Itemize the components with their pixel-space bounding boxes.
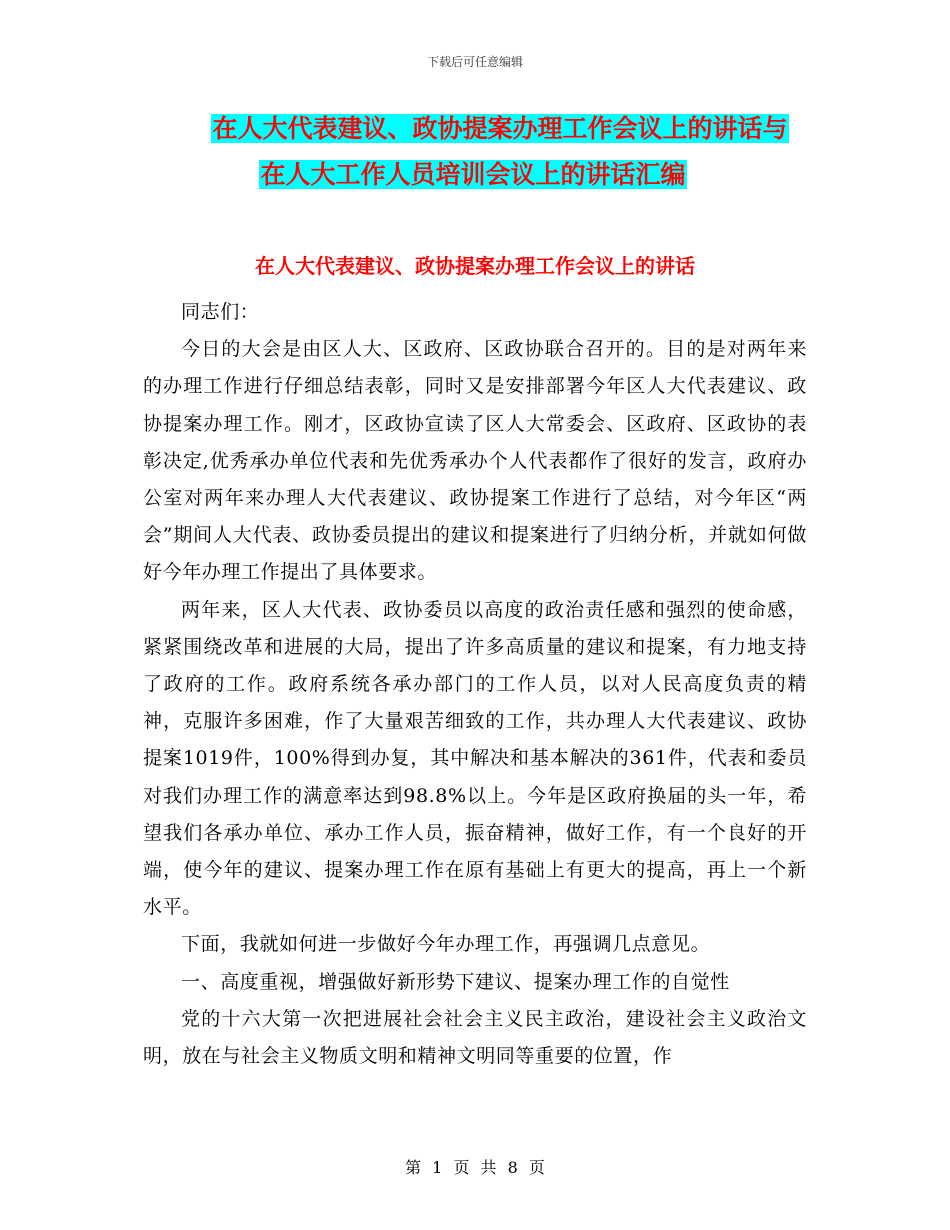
paragraph-transition: 下面，我就如何进一步做好今年办理工作，再强调几点意见。 — [181, 933, 711, 956]
paragraph-heading-1: 一、高度重视，增强做好新形势下建议、提案办理工作的自觉性 — [181, 970, 730, 993]
paragraph-achievements: 两年来，区人大代表、政协委员以高度的政治责任感和强烈的使命感，紧紧围绕改革和进展的大局，提出了许多高质量的建议和提案，有力地支持了政府的工作。政府系统各承办部门的工作人员，以对人民高度负责的精神，克服许多困难，作了大量艰苦细致的工作，共办理人大代表建议、政协提案1019件，100%得到办复，其中解决和基本解决的361件，代表和委员对我们办理工作的满意率达到98.8%以上。今年是区政府换届的头一年，希望我们各承办单位、承办工作人员，振奋精神，做好工作，有一个良好的开端，使今年的建议、提案办理工作在原有基础上有更大的提高，再上一个新水平。 — [143, 598, 807, 919]
header-note: 下载后可任意编辑 — [426, 55, 523, 69]
document-title-line-2 — [0, 160, 948, 190]
paragraph-salutation: 同志们： — [181, 301, 260, 323]
document-title-line-1 — [25, 114, 950, 144]
document-body — [143, 294, 807, 1075]
paragraph-intro: 今日的大会是由区人大、区政府、区政协联合召开的。目的是对两年来的办理工作进行仔细总结表彰，同时又是安排部署今年区人大代表建议、政协提案办理工作。刚才，区政协宣读了区人大常委会、区政府、区政协的表彰决定,优秀承办单位代表和先优秀承办个人代表都作了很好的发言，政府办公室对两年来办理人大代表建议、政协提案工作进行了总结，对今年区“两会”期间人大代表、政协委员提出的建议和提案进行了归纳分析，并就如何做好今年办理工作提出了具体要求。 — [143, 338, 807, 584]
page-footer: 第 1 页 共 8 页 — [405, 1158, 545, 1177]
document-title-line-2-text: 在人大工作人员培训会议上的讲话汇编 — [260, 160, 686, 189]
document-title-line-1-text: 在人大代表建议、政协提案办理工作会议上的讲话与 — [212, 114, 788, 143]
paragraph-body-1: 党的十六大第一次把进展社会社会主义民主政治，建设社会主义政治文明，放在与社会主义物质文明和精神文明同等重要的位置，作 — [143, 1007, 807, 1068]
section-title: 在人大代表建议、政协提案办理工作会议上的讲话 — [255, 254, 695, 278]
